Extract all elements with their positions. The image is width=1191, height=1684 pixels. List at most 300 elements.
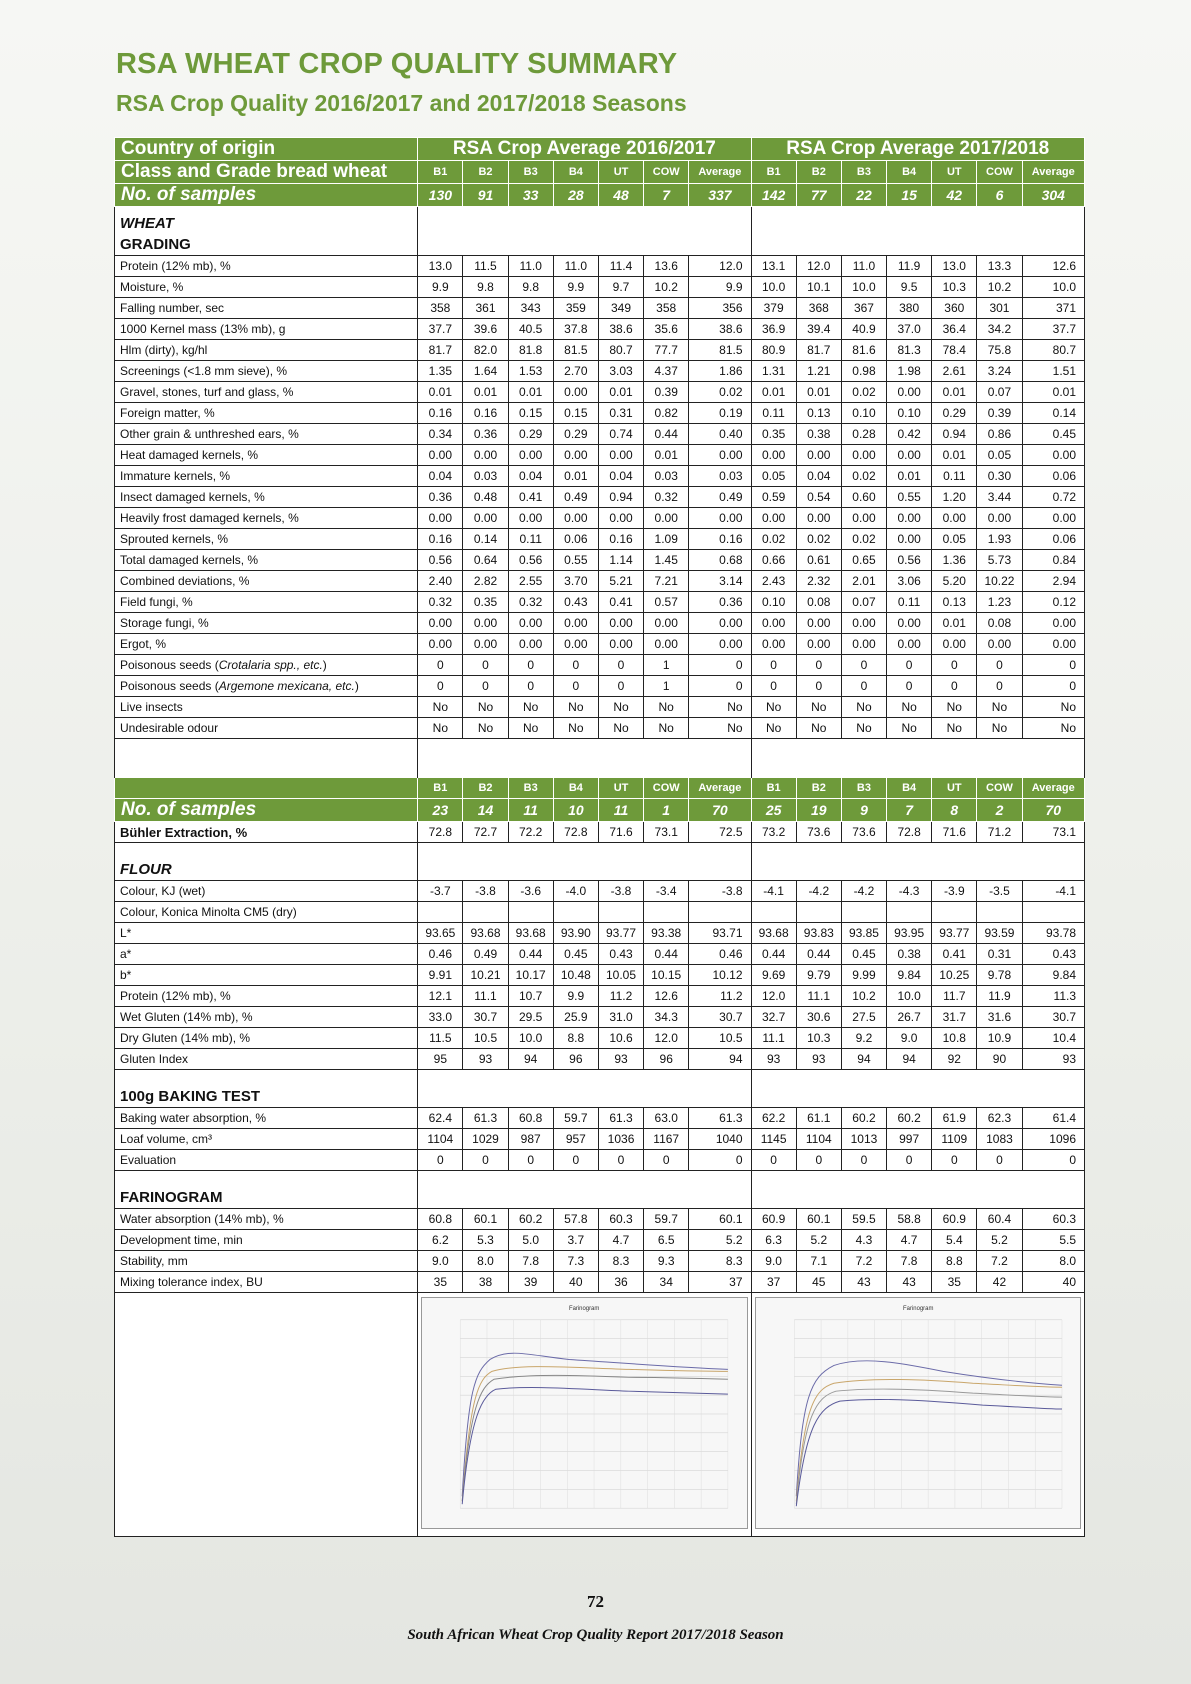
value-cell: 0.00 xyxy=(553,382,598,403)
farinogram-curve xyxy=(796,1399,1062,1506)
value-cell: 94 xyxy=(841,1049,886,1070)
value-cell: 0.44 xyxy=(508,944,553,965)
value-cell: 10.2 xyxy=(977,277,1022,298)
value-cell: -3.8 xyxy=(463,881,508,902)
section-spacer xyxy=(751,1171,1084,1209)
value-cell: 27.5 xyxy=(841,1007,886,1028)
value-cell: No xyxy=(751,718,796,739)
value-cell: 60.1 xyxy=(796,1209,841,1230)
value-cell: 59.7 xyxy=(644,1209,689,1230)
data-row xyxy=(115,1129,1085,1150)
value-cell: 0.56 xyxy=(418,550,463,571)
class-header: UT xyxy=(598,778,643,799)
value-cell: No xyxy=(508,718,553,739)
value-cell: 1.31 xyxy=(751,361,796,382)
value-cell: 93.65 xyxy=(418,923,463,944)
value-cell: 60.8 xyxy=(418,1209,463,1230)
row-label: Insect damaged kernels, % xyxy=(115,487,418,508)
row-label: Colour, Konica Minolta CM5 (dry) xyxy=(115,902,418,923)
value-cell: 0.00 xyxy=(508,445,553,466)
value-cell: 0.00 xyxy=(841,508,886,529)
value-cell: 7.1 xyxy=(796,1251,841,1272)
chart-title: Farinogram xyxy=(569,1305,600,1312)
value-cell: 7.3 xyxy=(553,1251,598,1272)
value-cell: No xyxy=(1022,718,1084,739)
value-cell: 61.3 xyxy=(598,1108,643,1129)
value-cell: 0.01 xyxy=(1022,382,1084,403)
value-cell: 1040 xyxy=(689,1129,751,1150)
value-cell: 0 xyxy=(796,655,841,676)
value-cell: 0 xyxy=(598,1150,643,1171)
row-label: Heavily frost damaged kernels, % xyxy=(115,508,418,529)
row-label: Mixing tolerance index, BU xyxy=(115,1272,418,1293)
data-row xyxy=(115,424,1085,445)
section-spacer xyxy=(418,207,751,256)
value-cell: 0.00 xyxy=(796,508,841,529)
sample-count: 25 xyxy=(751,799,796,822)
row-label: Dry Gluten (14% mb), % xyxy=(115,1028,418,1049)
value-cell: 72.8 xyxy=(553,822,598,843)
data-row xyxy=(115,277,1085,298)
value-cell: 30.6 xyxy=(796,1007,841,1028)
value-cell: 4.37 xyxy=(644,361,689,382)
value-cell: 0.28 xyxy=(841,424,886,445)
value-cell: 0.16 xyxy=(689,529,751,550)
value-cell: 30.7 xyxy=(1022,1007,1084,1028)
section-farinogram xyxy=(115,1171,1085,1209)
value-cell: 0.00 xyxy=(887,634,932,655)
value-cell: 0.72 xyxy=(1022,487,1084,508)
value-cell: 0.04 xyxy=(796,466,841,487)
sample-count: 15 xyxy=(887,184,932,207)
row-label: Stability, mm xyxy=(115,1251,418,1272)
value-cell: 78.4 xyxy=(932,340,977,361)
value-cell: 10.8 xyxy=(932,1028,977,1049)
value-cell: 0.13 xyxy=(932,592,977,613)
extraction-row xyxy=(115,822,1085,843)
value-cell: 40 xyxy=(1022,1272,1084,1293)
value-cell: 1 xyxy=(644,676,689,697)
value-cell: 0 xyxy=(553,655,598,676)
value-cell: 13.6 xyxy=(644,256,689,277)
row-label: Other grain & unthreshed ears, % xyxy=(115,424,418,445)
data-row xyxy=(115,1230,1085,1251)
value-cell: 10.3 xyxy=(796,1028,841,1049)
value-cell: 0.01 xyxy=(796,382,841,403)
value-cell: 957 xyxy=(553,1129,598,1150)
value-cell: 0.00 xyxy=(463,508,508,529)
value-cell: 77.7 xyxy=(644,340,689,361)
data-row xyxy=(115,550,1085,571)
value-cell: 73.6 xyxy=(796,822,841,843)
value-cell: 0 xyxy=(508,655,553,676)
value-cell: 0 xyxy=(508,676,553,697)
row-label: Moisture, % xyxy=(115,277,418,298)
row-label: Total damaged kernels, % xyxy=(115,550,418,571)
value-cell: 93.77 xyxy=(932,923,977,944)
class-header: B1 xyxy=(418,778,463,799)
value-cell: 93 xyxy=(598,1049,643,1070)
value-cell: 93.83 xyxy=(796,923,841,944)
row-label: Gluten Index xyxy=(115,1049,418,1070)
value-cell: 13.3 xyxy=(977,256,1022,277)
sample-count: 48 xyxy=(598,184,643,207)
value-cell: 60.3 xyxy=(1022,1209,1084,1230)
value-cell: 10.5 xyxy=(463,1028,508,1049)
value-cell: 3.7 xyxy=(553,1230,598,1251)
sample-count: 11 xyxy=(508,799,553,822)
value-cell: 42 xyxy=(977,1272,1022,1293)
value-cell: 0 xyxy=(977,676,1022,697)
data-row xyxy=(115,634,1085,655)
value-cell: 0.03 xyxy=(644,466,689,487)
value-cell: 3.14 xyxy=(689,571,751,592)
row-label: Immature kernels, % xyxy=(115,466,418,487)
value-cell: 6.2 xyxy=(418,1230,463,1251)
class-header: B3 xyxy=(508,778,553,799)
value-cell: 0.38 xyxy=(887,944,932,965)
value-cell: 0.00 xyxy=(977,508,1022,529)
data-row xyxy=(115,1150,1085,1171)
value-cell: 0.46 xyxy=(418,944,463,965)
value-cell: 1.21 xyxy=(796,361,841,382)
value-cell: No xyxy=(1022,697,1084,718)
value-cell: 9.79 xyxy=(796,965,841,986)
value-cell: 0.00 xyxy=(932,508,977,529)
value-cell: No xyxy=(751,697,796,718)
value-cell: 356 xyxy=(689,298,751,319)
sample-count: 28 xyxy=(553,184,598,207)
value-cell: 0.00 xyxy=(841,613,886,634)
value-cell: 92 xyxy=(932,1049,977,1070)
value-cell: 0.82 xyxy=(644,403,689,424)
value-cell: 0.84 xyxy=(1022,550,1084,571)
row-label: Gravel, stones, turf and glass, % xyxy=(115,382,418,403)
value-cell xyxy=(796,902,841,923)
class-header: B4 xyxy=(553,778,598,799)
section-spacer xyxy=(751,207,1084,256)
value-cell: -4.0 xyxy=(553,881,598,902)
value-cell: 0.00 xyxy=(1022,445,1084,466)
value-cell: 0.00 xyxy=(598,445,643,466)
value-cell: 1096 xyxy=(1022,1129,1084,1150)
value-cell: 93.71 xyxy=(689,923,751,944)
row-label: Wet Gluten (14% mb), % xyxy=(115,1007,418,1028)
sample-count: 22 xyxy=(841,184,886,207)
sample-count: 8 xyxy=(932,799,977,822)
value-cell: -3.4 xyxy=(644,881,689,902)
page-number: 72 xyxy=(587,1592,604,1611)
value-cell: 0.00 xyxy=(644,634,689,655)
sample-count: 19 xyxy=(796,799,841,822)
row-label: a* xyxy=(115,944,418,965)
value-cell: 0.48 xyxy=(463,487,508,508)
class-header: B4 xyxy=(887,161,932,184)
value-cell: 7.2 xyxy=(977,1251,1022,1272)
value-cell: 0.34 xyxy=(418,424,463,445)
value-cell: 82.0 xyxy=(463,340,508,361)
blank-cell xyxy=(115,778,418,799)
value-cell: 0 xyxy=(1022,676,1084,697)
value-cell: 0.00 xyxy=(1022,508,1084,529)
class-header: COW xyxy=(977,778,1022,799)
value-cell: 37.8 xyxy=(553,319,598,340)
value-cell: 0.04 xyxy=(598,466,643,487)
value-cell: 10.05 xyxy=(598,965,643,986)
value-cell: 10.15 xyxy=(644,965,689,986)
value-cell: 94 xyxy=(508,1049,553,1070)
value-cell: 9.0 xyxy=(418,1251,463,1272)
value-cell xyxy=(932,902,977,923)
row-label: Development time, min xyxy=(115,1230,418,1251)
data-row xyxy=(115,256,1085,277)
value-cell: 11.1 xyxy=(463,986,508,1007)
value-cell: 81.6 xyxy=(841,340,886,361)
value-cell: 0.00 xyxy=(977,634,1022,655)
section-spacer xyxy=(418,1070,751,1108)
value-cell: 0.00 xyxy=(841,445,886,466)
value-cell: 80.9 xyxy=(751,340,796,361)
value-cell: 0.44 xyxy=(644,424,689,445)
value-cell: 0.01 xyxy=(598,382,643,403)
value-cell: 2.40 xyxy=(418,571,463,592)
value-cell: 8.8 xyxy=(932,1251,977,1272)
data-row xyxy=(115,571,1085,592)
value-cell: 72.8 xyxy=(418,822,463,843)
value-cell: 367 xyxy=(841,298,886,319)
milling-class-row xyxy=(115,778,1085,799)
value-cell: 0.49 xyxy=(553,487,598,508)
value-cell: 11.0 xyxy=(841,256,886,277)
value-cell: 72.8 xyxy=(887,822,932,843)
value-cell: 39.4 xyxy=(796,319,841,340)
value-cell: 0 xyxy=(689,676,751,697)
value-cell: 0 xyxy=(977,1150,1022,1171)
data-row xyxy=(115,1272,1085,1293)
value-cell: 10.0 xyxy=(887,986,932,1007)
value-cell xyxy=(598,902,643,923)
value-cell: 1109 xyxy=(932,1129,977,1150)
page-title: RSA WHEAT CROP QUALITY SUMMARY xyxy=(116,48,678,80)
class-header: UT xyxy=(932,778,977,799)
value-cell: 35 xyxy=(932,1272,977,1293)
value-cell: 0 xyxy=(932,1150,977,1171)
value-cell: 1.53 xyxy=(508,361,553,382)
value-cell: 93 xyxy=(463,1049,508,1070)
class-header: B2 xyxy=(463,778,508,799)
value-cell: 2.82 xyxy=(463,571,508,592)
row-label: Sprouted kernels, % xyxy=(115,529,418,550)
value-cell: 0.04 xyxy=(508,466,553,487)
value-cell: 0.06 xyxy=(1022,529,1084,550)
value-cell: No xyxy=(977,718,1022,739)
value-cell: 0.43 xyxy=(553,592,598,613)
value-cell: 8.0 xyxy=(463,1251,508,1272)
row-label: Combined deviations, % xyxy=(115,571,418,592)
value-cell: -3.5 xyxy=(977,881,1022,902)
value-cell: 2.32 xyxy=(796,571,841,592)
value-cell: 0.49 xyxy=(463,944,508,965)
section-flour-label xyxy=(115,843,418,881)
value-cell: 10.12 xyxy=(689,965,751,986)
value-cell: 72.2 xyxy=(508,822,553,843)
value-cell: 0.05 xyxy=(932,529,977,550)
value-cell xyxy=(689,902,751,923)
value-cell: 3.03 xyxy=(598,361,643,382)
value-cell: No xyxy=(841,697,886,718)
value-cell: 380 xyxy=(887,298,932,319)
value-cell: 0.36 xyxy=(689,592,751,613)
value-cell: 0.00 xyxy=(841,634,886,655)
value-cell: 0.31 xyxy=(977,944,1022,965)
value-cell: 0.44 xyxy=(644,944,689,965)
value-cell: 5.3 xyxy=(463,1230,508,1251)
value-cell: 0 xyxy=(751,1150,796,1171)
class-header: COW xyxy=(977,161,1022,184)
value-cell: 0.16 xyxy=(463,403,508,424)
value-cell: 9.0 xyxy=(751,1251,796,1272)
value-cell: 0.45 xyxy=(1022,424,1084,445)
value-cell: 37.0 xyxy=(887,319,932,340)
value-cell: 35.6 xyxy=(644,319,689,340)
value-cell: 0.00 xyxy=(887,613,932,634)
value-cell: 0.10 xyxy=(751,592,796,613)
value-cell: 10.0 xyxy=(508,1028,553,1049)
value-cell: 0.38 xyxy=(796,424,841,445)
value-cell: 379 xyxy=(751,298,796,319)
value-cell: 0.16 xyxy=(418,403,463,424)
sample-count: 304 xyxy=(1022,184,1084,207)
value-cell: 358 xyxy=(644,298,689,319)
chart-cell xyxy=(751,1293,1084,1537)
value-cell: 96 xyxy=(644,1049,689,1070)
sample-count: 6 xyxy=(977,184,1022,207)
value-cell: 9.9 xyxy=(418,277,463,298)
value-cell: 0 xyxy=(1022,1150,1084,1171)
value-cell: 29.5 xyxy=(508,1007,553,1028)
value-cell: 93.95 xyxy=(887,923,932,944)
season2-header: RSA Crop Average 2017/2018 xyxy=(751,138,1084,161)
class-header: COW xyxy=(644,778,689,799)
value-cell: -4.1 xyxy=(1022,881,1084,902)
value-cell: 1.35 xyxy=(418,361,463,382)
sample-count: 23 xyxy=(418,799,463,822)
value-cell: 0.00 xyxy=(1022,634,1084,655)
value-cell: 0 xyxy=(553,1150,598,1171)
value-cell: 371 xyxy=(1022,298,1084,319)
value-cell: 8.3 xyxy=(598,1251,643,1272)
chart-label-cell xyxy=(115,1293,418,1537)
value-cell: 0.29 xyxy=(508,424,553,445)
value-cell: 0.31 xyxy=(598,403,643,424)
value-cell: 31.7 xyxy=(932,1007,977,1028)
value-cell: 1.36 xyxy=(932,550,977,571)
sample-count: 77 xyxy=(796,184,841,207)
value-cell: 34.2 xyxy=(977,319,1022,340)
value-cell: -3.9 xyxy=(932,881,977,902)
class-label: Class and Grade bread wheat xyxy=(115,161,418,184)
section-wheat xyxy=(115,207,1085,256)
value-cell: 0.36 xyxy=(418,487,463,508)
farinogram-curve xyxy=(796,1361,1062,1496)
class-header: B1 xyxy=(751,161,796,184)
farinogram-curve xyxy=(462,1375,728,1501)
value-cell: 0.46 xyxy=(689,944,751,965)
row-label: Evaluation xyxy=(115,1150,418,1171)
value-cell: 0.45 xyxy=(841,944,886,965)
value-cell: 60.4 xyxy=(977,1209,1022,1230)
data-row xyxy=(115,1108,1085,1129)
value-cell: 61.3 xyxy=(689,1108,751,1129)
value-cell: 0.05 xyxy=(977,445,1022,466)
value-cell: 1104 xyxy=(796,1129,841,1150)
value-cell: -4.2 xyxy=(841,881,886,902)
value-cell: No xyxy=(887,718,932,739)
section-spacer xyxy=(418,1171,751,1209)
value-cell: 1167 xyxy=(644,1129,689,1150)
value-cell: 96 xyxy=(553,1049,598,1070)
class-header: Average xyxy=(689,161,751,184)
sample-count: 7 xyxy=(887,799,932,822)
value-cell: 0.07 xyxy=(841,592,886,613)
value-cell: 10.1 xyxy=(796,277,841,298)
value-cell: 0.94 xyxy=(598,487,643,508)
samples-label: No. of samples xyxy=(115,184,418,207)
value-cell: 36.4 xyxy=(932,319,977,340)
spacer-cell xyxy=(751,739,1084,778)
data-row xyxy=(115,361,1085,382)
value-cell: 3.44 xyxy=(977,487,1022,508)
value-cell: 45 xyxy=(796,1272,841,1293)
value-cell xyxy=(508,902,553,923)
value-cell: 0.00 xyxy=(796,613,841,634)
value-cell: 93 xyxy=(796,1049,841,1070)
value-cell: No xyxy=(598,697,643,718)
value-cell: 39.6 xyxy=(463,319,508,340)
value-cell: 0.32 xyxy=(644,487,689,508)
row-label: Poisonous seeds (Crotalaria spp., etc.) xyxy=(115,655,418,676)
value-cell: 368 xyxy=(796,298,841,319)
value-cell: 0.00 xyxy=(887,445,932,466)
value-cell: 0 xyxy=(1022,655,1084,676)
value-cell: 0.08 xyxy=(796,592,841,613)
value-cell: 0.01 xyxy=(418,382,463,403)
value-cell: 0 xyxy=(553,676,598,697)
value-cell: 94 xyxy=(887,1049,932,1070)
sample-count: 9 xyxy=(841,799,886,822)
value-cell: 93.38 xyxy=(644,923,689,944)
value-cell: 0.66 xyxy=(751,550,796,571)
value-cell: 0.05 xyxy=(751,466,796,487)
value-cell: 0.42 xyxy=(887,424,932,445)
value-cell: 0.00 xyxy=(751,508,796,529)
data-row xyxy=(115,1007,1085,1028)
row-label: Loaf volume, cm³ xyxy=(115,1129,418,1150)
value-cell: 0.00 xyxy=(887,529,932,550)
value-cell: 60.2 xyxy=(887,1108,932,1129)
value-cell: 71.2 xyxy=(977,822,1022,843)
value-cell: 8.8 xyxy=(553,1028,598,1049)
value-cell: 0.00 xyxy=(553,613,598,634)
value-cell: No xyxy=(977,697,1022,718)
value-cell: 0 xyxy=(751,676,796,697)
value-cell: 61.4 xyxy=(1022,1108,1084,1129)
value-cell: 93.59 xyxy=(977,923,1022,944)
value-cell: No xyxy=(841,718,886,739)
value-cell: 0.14 xyxy=(463,529,508,550)
value-cell: 2.94 xyxy=(1022,571,1084,592)
sample-count: 337 xyxy=(689,184,751,207)
